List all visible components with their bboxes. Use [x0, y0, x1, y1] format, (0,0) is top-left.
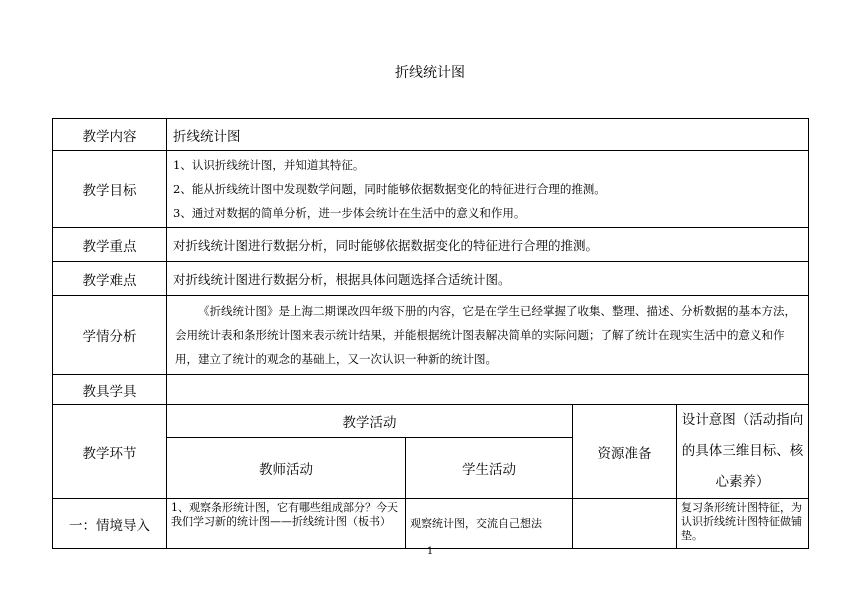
value-student-analysis: 《折线统计图》是上海二期课改四年级下册的内容，它是在学生已经掌握了收集、整理、描述、分析数据的基本方法，会用统计表和条形统计图来表示统计结果，并能根据统计图表解决简单的实际问题；了解了统计在现实生活中的意义和作用，建立了统计的观念的基础上，又一次认识一种新的统计图。 — [167, 296, 809, 375]
header-teaching-activity: 教学活动 — [167, 405, 573, 438]
label-difficulties: 教学难点 — [53, 262, 167, 296]
stage-design-intent: 复习条形统计图特征，为认识折线统计图特征做铺垫。 — [677, 499, 809, 549]
document-title: 折线统计图 — [395, 65, 465, 81]
label-key-points: 教学重点 — [53, 228, 167, 262]
value-teaching-content: 折线统计图 — [167, 119, 809, 151]
goal-item: 1、认识折线统计图，并知道其特征。 — [173, 158, 365, 172]
label-teaching-content: 教学内容 — [53, 119, 167, 151]
value-tools — [167, 375, 809, 405]
lesson-plan-table — [52, 118, 809, 549]
row-stage-1 — [53, 499, 809, 549]
header-student-activity: 学生活动 — [406, 438, 573, 499]
value-key-points: 对折线统计图进行数据分析，同时能够依据数据变化的特征进行合理的推测。 — [167, 228, 809, 262]
goal-item: 2、能从折线统计图中发现数学问题，同时能够依据数据变化的特征进行合理的推测。 — [173, 182, 606, 196]
stage-name: 一：情境导入 — [53, 499, 167, 549]
header-stage: 教学环节 — [53, 405, 167, 499]
stage-student-activity: 观察统计图，交流自己想法 — [406, 499, 573, 549]
header-teacher-activity: 教师活动 — [167, 438, 406, 499]
row-student-analysis — [53, 296, 809, 375]
row-activity-header-top — [53, 405, 809, 438]
row-tools — [53, 375, 809, 405]
stage-resource — [573, 499, 677, 549]
label-teaching-goals: 教学目标 — [53, 151, 167, 228]
label-tools: 教具学具 — [53, 375, 167, 405]
value-teaching-goals — [167, 151, 809, 228]
stage-teacher-activity: 1、观察条形统计图，它有哪些组成部分？今天我们学习新的统计图——折线统计图（板书） — [167, 499, 406, 549]
header-resource: 资源准备 — [573, 405, 677, 499]
value-difficulties: 对折线统计图进行数据分析，根据具体问题选择合适统计图。 — [167, 262, 809, 296]
row-teaching-content — [53, 119, 809, 151]
page-number: 1 — [426, 546, 434, 557]
header-design-intent: 设计意图（活动指向的具体三维目标、核心素养） — [677, 405, 809, 499]
label-student-analysis: 学情分析 — [53, 296, 167, 375]
row-difficulties — [53, 262, 809, 296]
row-key-points — [53, 228, 809, 262]
row-teaching-goals — [53, 151, 809, 228]
goal-item: 3、通过对数据的简单分析，进一步体会统计在生活中的意义和作用。 — [173, 206, 526, 220]
